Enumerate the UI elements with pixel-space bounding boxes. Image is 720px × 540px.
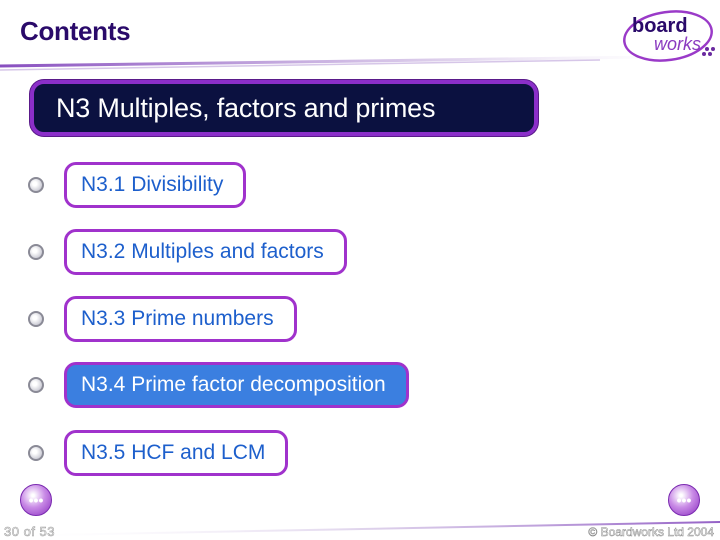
dots-icon: •••: [28, 492, 44, 508]
page-number: 30 of 53: [4, 524, 55, 539]
copyright-text: © Boardworks Ltd 2004: [588, 525, 714, 539]
section-header-text: N3 Multiples, factors and primes: [56, 92, 436, 123]
bullet-icon: [28, 244, 44, 260]
next-slide-button[interactable]: [668, 484, 700, 516]
slide-title: Contents: [20, 16, 131, 46]
bullet-icon: [28, 445, 44, 461]
title-underline: [0, 56, 720, 76]
section-header: [30, 80, 538, 136]
contents-link-divisibility[interactable]: N3.1 Divisibility: [64, 162, 246, 208]
contents-link-prime-factor-decomposition[interactable]: N3.4 Prime factor decomposition: [64, 362, 409, 408]
previous-slide-button[interactable]: [20, 484, 52, 516]
contents-link-multiples-factors[interactable]: N3.2 Multiples and factors: [64, 229, 347, 275]
bullet-icon: [28, 177, 44, 193]
logo-text-board: board: [632, 15, 688, 37]
contents-link-hcf-lcm[interactable]: N3.5 HCF and LCM: [64, 430, 288, 476]
bullet-icon: [28, 311, 44, 327]
logo-text-works: works: [654, 34, 702, 54]
contents-link-prime-numbers[interactable]: N3.3 Prime numbers: [64, 296, 297, 342]
bullet-icon: [28, 377, 44, 393]
boardworks-logo: [622, 6, 718, 64]
dots-icon: •••: [676, 492, 692, 508]
